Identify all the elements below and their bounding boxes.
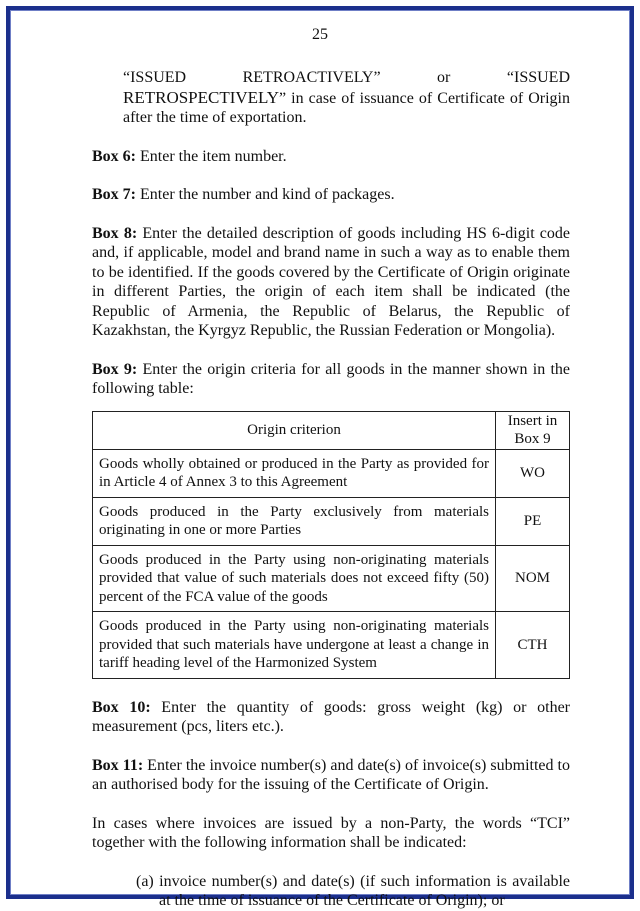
table-row — [93, 545, 570, 612]
code-cell: WO — [496, 449, 570, 497]
box11-label: Box 11: — [92, 756, 144, 774]
tci-paragraph: In cases where invoices are issued by a non-Party, the words “TCI” together with the following information shall be indicated: — [92, 814, 570, 851]
table-header-row — [93, 411, 570, 449]
origin-criteria-table — [92, 411, 570, 679]
criterion-cell: Goods produced in the Party exclusively from materials originating in one or more Parties — [93, 497, 496, 545]
box8-paragraph: Box 8: Enter the detailed description of goods including HS 6-digit code and, if applicable, model and brand name in such a way as to enable them to be identified. If the goods covered by the Certificate of Origin originate in different Parties, the origin of each item shall be indicated (the Republic of Armenia, the Republic of Belarus, the Republic of Kazakhstan, the Kyrgyz Republic, the Russian Federation or Mongolia). — [92, 224, 571, 339]
box9-label: Box 9: — [92, 360, 138, 378]
table-row — [93, 497, 570, 545]
header-origin-criterion: Origin criterion — [93, 411, 496, 449]
table-row — [93, 449, 570, 497]
box8-label: Box 8: — [92, 224, 138, 242]
box7-label: Box 7: — [92, 186, 136, 203]
box6-paragraph: Box 6: Enter the item number. — [92, 147, 287, 165]
box6-label: Box 6: — [92, 147, 136, 165]
page-number: 25 — [312, 26, 328, 43]
emphasized-word: RETROSPECTIVELY — [123, 87, 280, 107]
page-content — [92, 68, 570, 911]
page-frame — [6, 6, 634, 909]
code-cell: NOM — [496, 545, 570, 612]
box9-paragraph: Box 9: Enter the origin criteria for all goods in the manner shown in the following table: — [92, 360, 571, 397]
code-cell: PE — [496, 497, 570, 545]
criterion-cell: Goods produced in the Party using non-originating materials provided that value of such materials does not exceed fifty (50) percent of the FCA value of the goods — [93, 545, 496, 612]
continuation-paragraph: “ISSUED RETROACTIVELY” or “ISSUED RETROSPECTIVELY” in case of issuance of Certificate of Origin after the time of exportation. — [123, 69, 570, 126]
header-insert-box9: Insert in Box 9 — [496, 411, 570, 449]
table-row — [93, 612, 570, 679]
box11-paragraph: Box 11: Enter the invoice number(s) and date(s) of invoice(s) submitted to an authorised body for the issuing of the Certificate of Origin. — [92, 756, 570, 793]
criterion-cell: Goods wholly obtained or produced in the Party as provided for in Article 4 of Annex 3 to this Agreement — [93, 449, 496, 497]
box10-label: Box 10: — [92, 698, 151, 716]
list-item-a: (a) invoice number(s) and date(s) (if such information is available at the time of issuance of the Certificate of Origin); or — [136, 872, 570, 909]
box10-paragraph: Box 10: Enter the quantity of goods: gross weight (kg) or other measurement (pcs, liters etc.). — [92, 698, 570, 735]
criterion-cell: Goods produced in the Party using non-originating materials provided that such materials have undergone at least a change in tariff heading level of the Harmonized System — [93, 612, 496, 679]
code-cell: CTH — [496, 612, 570, 679]
box7-paragraph: Box 7: Enter the number and kind of packages. — [92, 186, 395, 203]
